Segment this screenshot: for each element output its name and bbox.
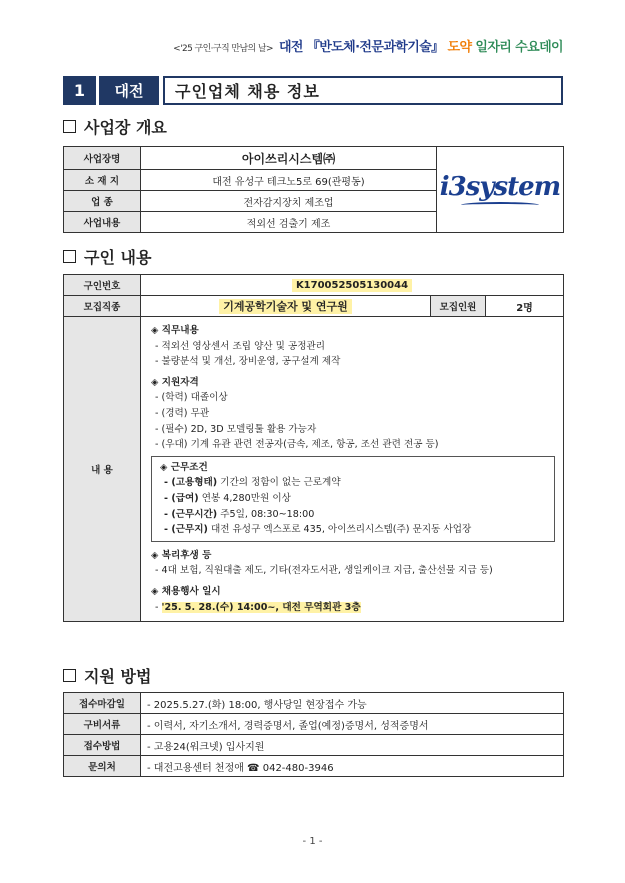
- banner-part1: 대전 『반도체·전문과학기술』: [278, 40, 444, 55]
- list-item: [160, 507, 546, 523]
- table-row: [64, 693, 564, 714]
- business-value: 적외선 검출기 제조: [141, 212, 437, 233]
- city-label: 대전: [99, 76, 159, 105]
- overview-heading-text: 사업장 개요: [84, 118, 167, 137]
- duty-heading: ◈ 직무내용: [151, 325, 199, 336]
- list-item: [151, 600, 555, 616]
- table-row: [64, 296, 564, 317]
- recruit-table: [63, 274, 564, 622]
- i3system-logo: [437, 172, 563, 208]
- page-number: - 1 -: [302, 836, 323, 847]
- overview-table: [63, 146, 564, 233]
- list-item: [160, 475, 546, 491]
- list-item: - (경력) 무관: [155, 407, 210, 419]
- row-value: - 이력서, 자기소개서, 경력증명서, 졸업(예정)증명서, 성적증명서: [141, 714, 564, 735]
- event-date: '25. 5. 28.(수) 14:00~, 대전 무역회관 3층: [161, 601, 361, 613]
- banner-part3: 일자리 수요데이: [475, 40, 563, 55]
- list-item: - (우대) 기계 유관 관련 전공자(금속, 제조, 항공, 조선 관련 전공 등): [155, 439, 439, 451]
- condition-value: 연봉 4,280만원 이상: [198, 492, 291, 504]
- table-row: [64, 317, 564, 622]
- banner-subtitle: <'25 구인·구직 만남의 날>: [173, 44, 273, 54]
- industry-value: 전자감지장치 제조업: [141, 191, 437, 212]
- title-bar: [63, 76, 563, 105]
- list-item: - 불량분석 및 개선, 장비운영, 공구설계 제작: [155, 356, 341, 368]
- event-banner: [173, 36, 563, 55]
- row-label: 사업장명: [64, 147, 141, 170]
- recruit-heading: [63, 245, 151, 268]
- recruit-id: K170052505130044: [292, 279, 412, 292]
- list-item: [160, 522, 546, 538]
- condition-value: 기간의 정함이 없는 근로계약: [217, 477, 341, 489]
- job-title: 기계공학기술자 및 연구원: [219, 299, 352, 314]
- condition-value: 주5일, 08:30~18:00: [217, 508, 315, 520]
- work-conditions-box: [151, 456, 555, 542]
- table-row: [64, 714, 564, 735]
- headcount: 2명: [486, 296, 564, 317]
- logo-swoosh-icon: [461, 202, 539, 208]
- condition-key: - (근무지): [164, 524, 208, 536]
- event-dash: -: [155, 601, 159, 613]
- row-label: 구비서류: [64, 714, 141, 735]
- table-row: [64, 275, 564, 296]
- apply-heading-text: 지원 방법: [84, 667, 152, 686]
- table-row: [64, 735, 564, 756]
- condition-key: - (고용형태): [164, 477, 218, 489]
- banner-part2: 도약: [447, 40, 472, 55]
- list-item: [160, 491, 546, 507]
- row-label: 접수마감일: [64, 693, 141, 714]
- row-label: 모집직종: [64, 296, 141, 317]
- company-logo: [437, 147, 564, 233]
- row-label: 구인번호: [64, 275, 141, 296]
- event-heading: ◈ 채용행사 일시: [151, 585, 221, 597]
- checkbox-square-icon: [63, 120, 76, 133]
- logo-text: i3system: [439, 171, 561, 202]
- row-label: 문의처: [64, 756, 141, 777]
- condition-key: - (급여): [164, 492, 199, 504]
- welfare-heading: ◈ 복리후생 등: [151, 549, 212, 561]
- list-item: - 4대 보험, 직원대출 제도, 기타(전자도서관, 생일케이크 지급, 출산선물 지급 등): [155, 565, 493, 577]
- apply-table: [63, 692, 564, 777]
- checkbox-square-icon: [63, 250, 76, 263]
- checkbox-square-icon: [63, 669, 76, 682]
- row-label: 소 재 지: [64, 170, 141, 191]
- row-label: 내 용: [64, 317, 141, 622]
- address-value: 대전 유성구 테크노5로 69(관평동): [141, 170, 437, 191]
- condition-key: - (근무시간): [164, 508, 218, 520]
- condition-value: 대전 유성구 엑스포로 435, 아이쓰리시스템(주) 문지동 사업장: [207, 524, 472, 536]
- recruit-heading-text: 구인 내용: [84, 248, 152, 267]
- table-row: [64, 147, 564, 170]
- recruit-id-cell: [141, 275, 564, 296]
- list-item: - (학력) 대졸이상: [155, 392, 228, 404]
- job-title-cell: [141, 296, 431, 317]
- page-title: 구인업체 채용 정보: [163, 76, 563, 105]
- row-label: 업 종: [64, 191, 141, 212]
- job-details: [141, 317, 564, 622]
- apply-heading: [63, 664, 151, 687]
- list-item: - 적외선 영상센서 조립 양산 및 공정관리: [155, 340, 326, 352]
- row-value: - 2025.5.27.(화) 18:00, 행사당일 현장접수 가능: [141, 693, 564, 714]
- row-value: - 대전고용센터 천정애 ☎ 042-480-3946: [141, 756, 564, 777]
- section-number: 1: [63, 76, 96, 105]
- table-row: [64, 756, 564, 777]
- qualification-heading: ◈ 지원자격: [151, 376, 199, 388]
- row-label: 모집인원: [431, 296, 486, 317]
- company-name: 아이쓰리시스템㈜: [141, 147, 437, 170]
- row-label: 접수방법: [64, 735, 141, 756]
- list-item: - (필수) 2D, 3D 모델링툴 활용 가능자: [155, 423, 317, 435]
- conditions-heading: ◈ 근무조건: [160, 461, 208, 473]
- row-value: - 고용24(워크넷) 입사지원: [141, 735, 564, 756]
- row-label: 사업내용: [64, 212, 141, 233]
- overview-heading: [63, 115, 167, 138]
